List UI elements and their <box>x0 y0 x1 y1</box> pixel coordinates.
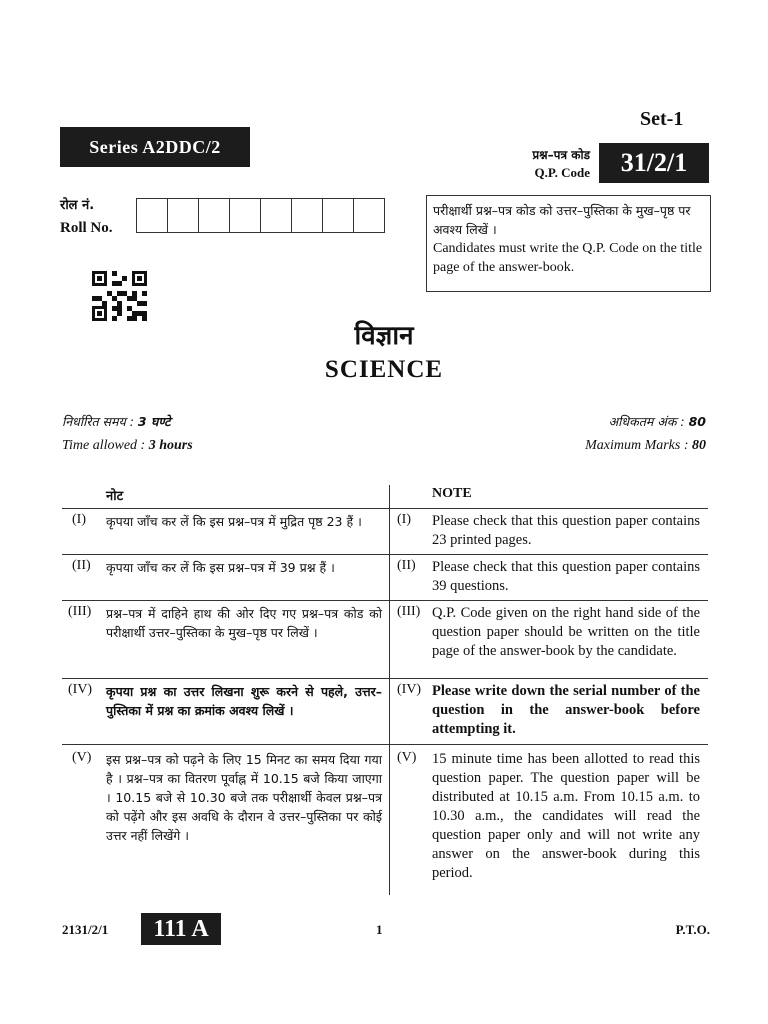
note-text-hi: इस प्रश्न–पत्र को पढ़ने के लिए 15 मिनट का समय दिया गया है । प्रश्न–पत्र का वितरण पूर्वाह्न में 10.15 बजे किया जाएगा । 10.15 बजे से 10.30 बजे तक परीक्षार्थी केवल प्रश्न–पत्र को पढ़ेंगे और इस अवधि के दौरान वे उत्तर–पुस्तिका पर कोई उत्तर नहीं लिखेंगे । <box>106 752 382 843</box>
roll-digit-box[interactable] <box>260 198 292 233</box>
notice-en: Candidates must write the Q.P. Code on the title page of the answer-book. <box>433 241 703 275</box>
note-text-hi: प्रश्न–पत्र में दाहिने हाथ की ओर दिए गए प्रश्न–पत्र कोड को परीक्षार्थी उत्तर–पुस्तिका के मुख–पृष्ठ पर लिखें । <box>106 606 382 640</box>
note-text-en: Please check that this question paper contains 23 printed pages. <box>432 513 700 548</box>
maximum-marks <box>585 410 706 458</box>
footer-paper-code: 2131/2/1 <box>62 922 109 937</box>
qp-code-notice <box>426 195 711 292</box>
qp-code-labels <box>505 146 590 182</box>
note-text-en: Please check that this question paper contains 39 questions. <box>432 559 700 594</box>
note-number-en: (IV) <box>397 682 422 697</box>
series-badge: Series A2DDC/2 <box>60 127 250 167</box>
note-number-hi: (V) <box>72 750 92 765</box>
qp-code-badge: 31/2/1 <box>599 143 709 183</box>
note-text-hi: कृपया जाँच कर लें कि इस प्रश्न–पत्र में 39 प्रश्न हैं । <box>106 560 335 575</box>
note-text-en: Q.P. Code given on the right hand side of the question paper should be written on the title page of the answer-book by the candidate. <box>432 605 700 659</box>
notes-row-divider <box>62 508 708 509</box>
note-number-hi: (I) <box>72 512 86 527</box>
notes-heading-en: NOTE <box>432 486 472 501</box>
roll-digit-box[interactable] <box>353 198 385 233</box>
marks-hi-label: अधिकतम अंक : <box>608 414 685 429</box>
note-text-hi: कृपया प्रश्न का उत्तर लिखना शुरू करने से पहले, उत्तर–पुस्तिका में प्रश्न का क्रमांक अवश्य लिखें । <box>106 684 382 718</box>
please-turn-over: P.T.O. <box>675 922 710 937</box>
note-text-en: 15 minute time has been allotted to read this question paper. The question paper will be distributed at 10.15 a.m. From 10.15 a.m. to 10.30 a.m., the candidates will read the question paper only and will not write any answer on the answer-book during this period. <box>432 751 700 881</box>
qp-code-label-hi: प्रश्न–पत्र कोड <box>532 148 590 162</box>
qr-code-icon <box>92 271 147 321</box>
notes-row-divider <box>62 744 708 745</box>
note-number-en: (II) <box>397 558 416 573</box>
roll-digit-box[interactable] <box>229 198 261 233</box>
note-number-en: (I) <box>397 512 411 527</box>
time-allowed <box>62 410 193 458</box>
time-hi <box>62 410 193 434</box>
roll-digit-box[interactable] <box>291 198 323 233</box>
time-en-label: Time allowed : <box>62 438 146 453</box>
marks-hi <box>585 410 706 434</box>
set-label: Set-1 <box>640 108 684 130</box>
roll-number-label <box>60 195 113 239</box>
notes-row-divider <box>62 554 708 555</box>
note-number-en: (III) <box>397 604 421 619</box>
roll-number-boxes[interactable] <box>137 198 385 233</box>
time-en-value: 3 hours <box>148 438 193 453</box>
notes-heading-hi: नोट <box>106 489 124 504</box>
notes-row-divider <box>62 678 708 679</box>
page-number: 1 <box>376 922 383 937</box>
roll-digit-box[interactable] <box>136 198 168 233</box>
roll-digit-box[interactable] <box>167 198 199 233</box>
roll-label-hi: रोल नं. <box>60 198 95 213</box>
time-en <box>62 434 193 458</box>
footer-badge: 111 A <box>141 913 221 945</box>
roll-digit-box[interactable] <box>322 198 354 233</box>
marks-en <box>585 434 706 458</box>
time-hi-label: निर्धारित समय : <box>62 414 134 429</box>
note-number-hi: (III) <box>68 604 92 619</box>
notes-column-divider <box>389 485 390 895</box>
subject-title-hi: विज्ञान <box>354 321 414 351</box>
subject-title-en: SCIENCE <box>324 356 444 383</box>
roll-label-en: Roll No. <box>60 220 113 236</box>
qp-code-label-en: Q.P. Code <box>534 165 590 180</box>
note-number-en: (V) <box>397 750 417 765</box>
marks-en-value: 80 <box>692 438 706 453</box>
notice-hi: परीक्षार्थी प्रश्न–पत्र कोड को उत्तर–पुस्तिका के मुख–पृष्ठ पर अवश्य लिखें । <box>433 203 691 237</box>
note-number-hi: (IV) <box>68 682 93 697</box>
note-number-hi: (II) <box>72 558 91 573</box>
time-hi-value: 3 घण्टे <box>137 414 171 429</box>
notes-row-divider <box>62 600 708 601</box>
marks-en-label: Maximum Marks : <box>585 438 689 453</box>
note-text-hi: कृपया जाँच कर लें कि इस प्रश्न–पत्र में मुद्रित पृष्ठ 23 हैं । <box>106 514 362 529</box>
roll-digit-box[interactable] <box>198 198 230 233</box>
note-text-en: Please write down the serial number of the question in the answer-book before attempting it. <box>432 683 700 737</box>
marks-hi-value: 80 <box>688 414 706 429</box>
